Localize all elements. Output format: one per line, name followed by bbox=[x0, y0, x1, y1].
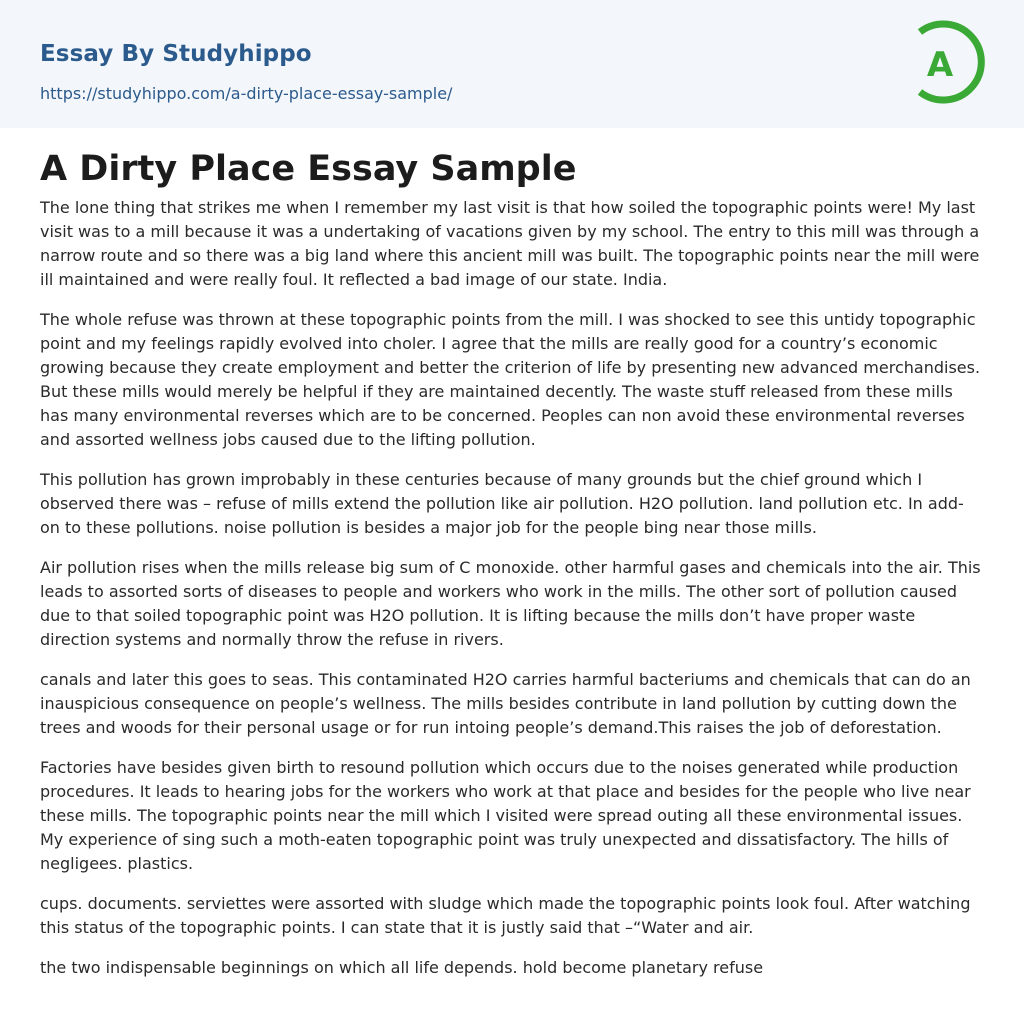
paragraph: the two indispensable beginnings on which all life depends. hold become planetary refuse bbox=[40, 958, 764, 977]
paragraph: The lone thing that strikes me when I remember my last visit is that how soiled the topographic points were! My last visit was to a mill because it was a undertaking of vacations given by my school. The entry to this mill was through a narrow route and so there was a big land where this ancient mill was built. The topographic points near the mill were ill maintained and were really foul. It reflected a bad image of our state. India. bbox=[40, 198, 980, 289]
source-url-link[interactable]: https://studyhippo.com/a-dirty-place-essay-sample/ bbox=[40, 84, 453, 103]
paragraph: Air pollution rises when the mills release big sum of C monoxide. other harmful gases and chemicals into the air. This leads to assorted sorts of diseases to people and workers who work in the mills. The other sort of pollution caused due to that soiled topographic point was H2O pollution. It is lifting because the mills don’t have proper waste direction systems and normally throw the refuse in rivers. bbox=[40, 558, 981, 649]
logo-letter: A bbox=[926, 45, 954, 85]
site-brand[interactable]: Essay By Studyhippo bbox=[40, 41, 312, 67]
studyhippo-logo-icon[interactable] bbox=[912, 20, 988, 104]
paragraph: cups. documents. serviettes were assorted with sludge which made the topographic points look foul. After watching this status of the topographic points. I can state that it is justly said that –“Water and air. bbox=[40, 894, 971, 937]
site-header bbox=[0, 0, 1024, 128]
article bbox=[0, 128, 1024, 980]
paragraph: The whole refuse was thrown at these topographic points from the mill. I was shocked to see this untidy topographic point and my feelings rapidly evolved into choler. I agree that the mills are really good for a country’s economic growing because they create employment and better the criterion of life by presenting new advanced merchandises. But these mills would merely be helpful if they are maintained decently. The waste stuff released from these mills has many environmental reverses which are to be concerned. Peoples can non avoid these environmental reverses and assorted wellness jobs caused due to the lifting pollution. bbox=[40, 310, 981, 449]
paragraph: canals and later this goes to seas. This contaminated H2O carries harmful bacteriums and chemicals that can do an inauspicious consequence on people’s wellness. The mills besides contribute in land pollution by cutting down the trees and woods for their personal usage or for run intoing people’s demand.This raises the job of deforestation. bbox=[40, 670, 971, 737]
article-title: A Dirty Place Essay Sample bbox=[40, 149, 577, 189]
paragraph: Factories have besides given birth to resound pollution which occurs due to the noises generated while production procedures. It leads to hearing jobs for the workers who work at that place and besides for the people who live near these mills. The topographic points near the mill which I visited were spread outing all these environmental issues. My experience of sing such a moth-eaten topographic point was truly unexpected and dissatisfactory. The hills of negligees. plastics. bbox=[40, 758, 971, 873]
paragraph: This pollution has grown improbably in these centuries because of many grounds but the chief ground which I observed there was – refuse of mills extend the pollution like air pollution. H2O pollution. land pollution etc. In add-on to these pollutions. noise pollution is besides a major job for the people bing near those mills. bbox=[40, 470, 964, 537]
